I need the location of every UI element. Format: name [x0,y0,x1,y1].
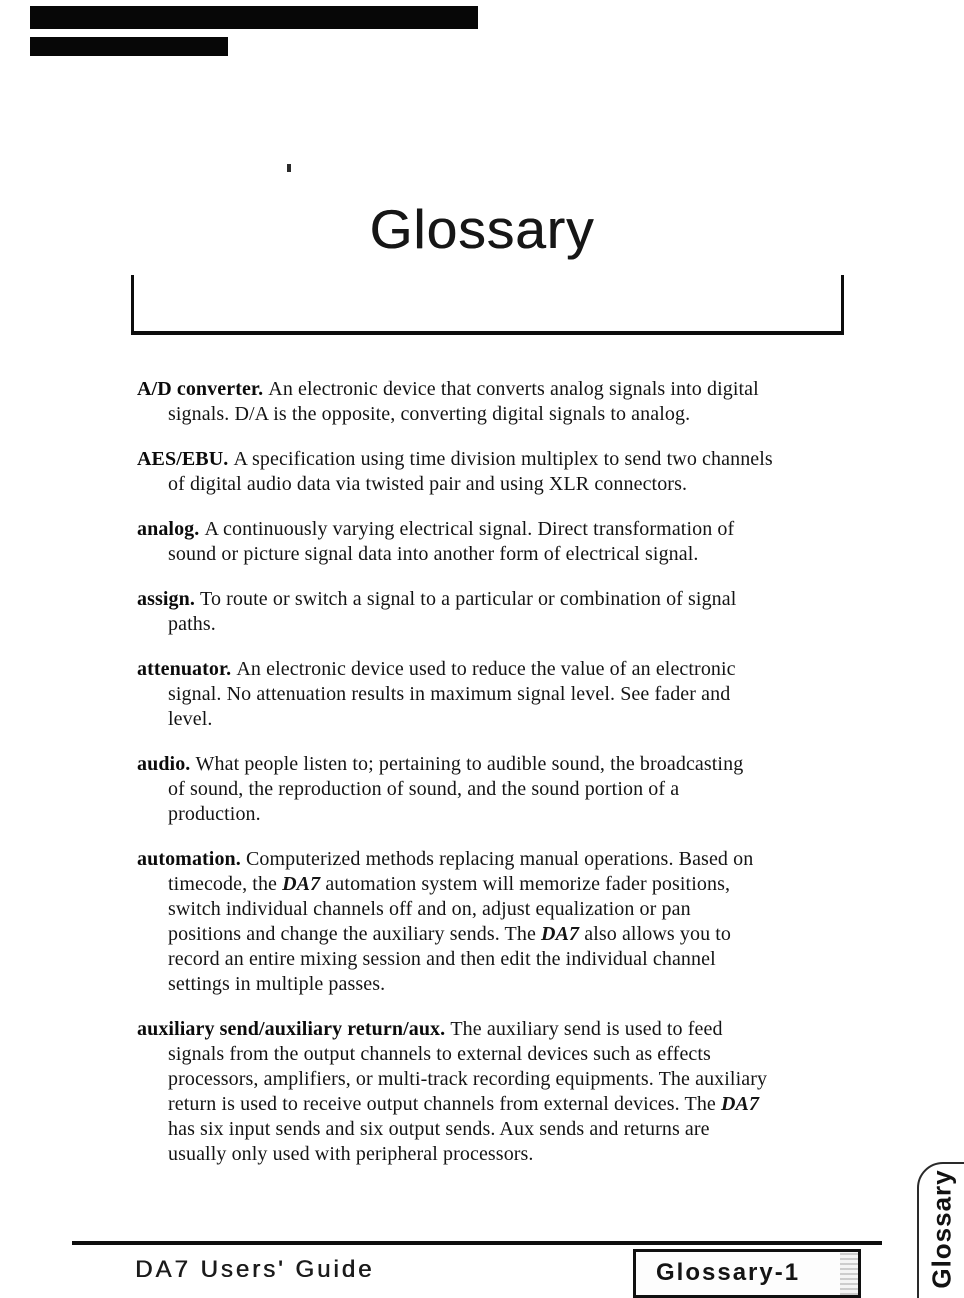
scan-noise-strip [840,1252,858,1295]
entry-term: auxiliary send/auxiliary return/aux. [137,1018,451,1040]
glossary-entry: attenuator. An electronic device used to reduce the value of an electronic signal. No attenuation results in maximum signal level. See fader and level. [137,658,736,730]
glossary-entry: analog. A continuously varying electrical signal. Direct transformation of sound or picture signal data into another form of electrical signal. [137,518,735,565]
footer-rule [72,1241,882,1245]
scan-speck [287,164,291,172]
title-bracket-rule [131,275,844,335]
chapter-side-tab-label: Glossary [926,1169,957,1289]
page-number-label: Glossary-1 [656,1259,801,1286]
glossary-entry: AES/EBU. A specification using time division multiplex to send two channels of digital audio data via twisted pair and using XLR connectors. [137,448,773,495]
entry-term: assign. [137,588,201,610]
page-number-box [633,1249,861,1298]
product-name: DA7 [721,1093,760,1115]
glossary-entry: A/D converter. An electronic device that converts analog signals into digital signals. D/A is the opposite, converting digital signals to analog. [137,378,759,425]
scan-artifact-bar [30,6,478,29]
entry-term: analog. [137,518,205,540]
product-name: DA7 [541,923,580,945]
glossary-entry: audio. What people listen to; pertaining to audible sound, the broadcasting of sound, the reproduction of sound, and the sound portion of a production. [137,753,744,825]
glossary-entry: automation. Computerized methods replacing manual operations. Based on timecode, the DA7 automation system will memorize fader positions, switch individual channels off and on, adjust equalization or pan positions and change the auxiliary sends. The DA7 also allows you to record an entire mixing session and then edit the individual channel settings in multiple passes. [137,848,754,995]
page-title: Glossary [369,198,595,260]
entry-term: AES/EBU. [137,448,234,470]
scan-artifact-bar [30,37,228,56]
entry-term: automation. [137,848,246,870]
entry-term: A/D converter. [137,378,269,400]
glossary-entry: assign. To route or switch a signal to a particular or combination of signal paths. [137,588,737,635]
glossary-entry: auxiliary send/auxiliary return/aux. The auxiliary send is used to feed signals from the output channels to external devices such as effects processors, amplifiers, or multi-track recording equipments. The auxiliary return is used to receive output channels from external devices. The DA7 has six input sends and six output sends. Aux sends and returns are usually only used with peripheral processors. [137,1018,768,1165]
entry-term: attenuator. [137,658,237,680]
glossary-entries [137,377,907,1187]
product-name: DA7 [282,873,321,895]
footer-guide-title: DA7 Users' Guide [135,1256,375,1283]
entry-term: audio. [137,753,196,775]
